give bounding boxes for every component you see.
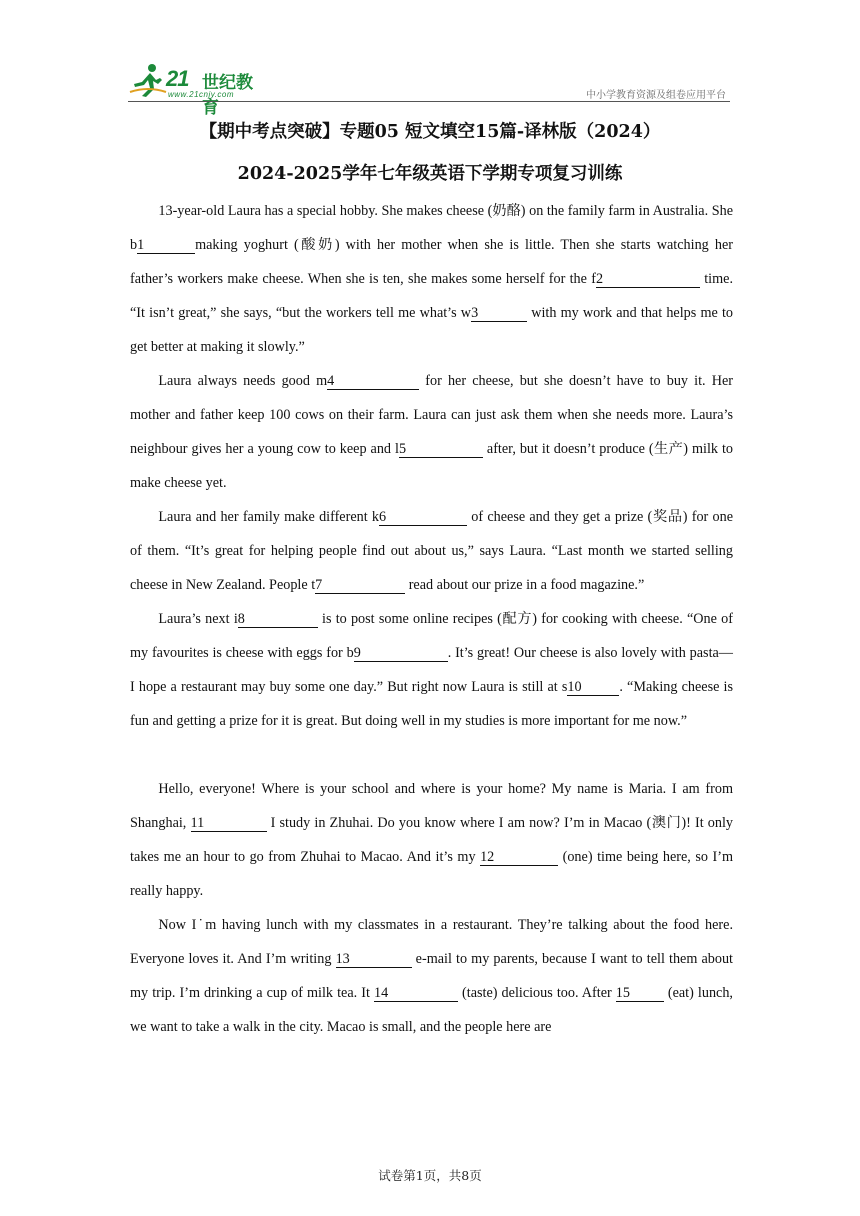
text-run: Laura and her family make different k xyxy=(158,509,380,525)
text-run: . It’s great! Our cheese is also lovely with pasta—I hope a restaurant may buy some one day.” But right now Laura is still at s xyxy=(130,645,733,695)
logo-number: 21 xyxy=(166,66,189,91)
text-run: 13-year-old Laura has a special hobby. She makes cheese (奶酪) on the family farm in Australia. She b xyxy=(130,203,733,253)
blank-2: 2 xyxy=(596,271,700,288)
text-run: (one) time being here, so I’m really happy. xyxy=(130,849,733,899)
blank-11: 11 xyxy=(191,815,267,832)
text-run: for her cheese, but she doesn’t have to buy it. Her mother and father keep 100 cows on their farm. Laura can just ask them when she needs more. Laura’s neighbour gives her a young cow to keep and l xyxy=(130,373,733,457)
text-run: Now I˙m having lunch with my classmates in a restaurant. They’re talking about the food here. Everyone loves it. And I’m writing xyxy=(130,917,733,967)
blank-15: 15 xyxy=(616,985,664,1002)
page-footer: 试卷第1页，共8页 xyxy=(378,1168,482,1183)
blank-9: 9 xyxy=(354,645,448,662)
text-run: (taste) delicious too. After xyxy=(457,985,616,1001)
blank-6: 6 xyxy=(379,509,467,526)
text-run: with my work and that helps me to get better at making it slowly.” xyxy=(130,305,733,355)
21cnjy-logo xyxy=(128,62,268,118)
blank-14: 14 xyxy=(374,985,458,1002)
blank-3: 3 xyxy=(471,305,527,322)
document-body xyxy=(130,194,733,1044)
text-run: read about our prize in a food magazine.” xyxy=(405,577,645,593)
title-line-2: 2024-2025学年七年级英语下学期专项复习训练 xyxy=(237,164,623,184)
text-run: . “Making cheese is fun and getting a prize for it is great. But doing well in my studies is more important for me now.” xyxy=(130,679,733,729)
passage1-paragraph-4 xyxy=(130,602,733,738)
title-line-1: 【期中考点突破】专题05 短文填空15篇-译林版（2024） xyxy=(199,122,661,142)
passage-separator xyxy=(130,738,733,772)
text-run: time. “It isn’t great,” she says, “but the workers tell me what’s w xyxy=(130,271,733,321)
text-run: of cheese and they get a prize (奖品) for one of them. “It’s great for helping people find out about us,” says Laura. “Last month we started selling cheese in New Zealand. People t xyxy=(130,509,733,593)
blank-7: 7 xyxy=(315,577,405,594)
blank-1: 1 xyxy=(137,237,195,254)
blank-4: 4 xyxy=(327,373,419,390)
text-run: (eat) lunch, we want to take a walk in the city. Macao is small, and the people here are xyxy=(130,985,733,1035)
header-platform-text: 中小学教育资源及组卷应用平台 xyxy=(586,90,726,101)
passage2-paragraph-2 xyxy=(130,908,733,1044)
passage1-paragraph-2 xyxy=(130,364,733,500)
header-divider xyxy=(128,101,730,102)
blank-5: 5 xyxy=(399,441,483,458)
text-run: is to post some online recipes (配方) for cooking with cheese. “One of my favourites is cheese with eggs for b xyxy=(130,611,733,661)
text-run: Laura’s next i xyxy=(158,611,238,627)
runner-icon xyxy=(128,62,168,98)
page-header xyxy=(128,62,730,118)
blank-12: 12 xyxy=(480,849,558,866)
logo-url: www.21cnjy.com xyxy=(168,90,234,99)
text-run: Hello, everyone! Where is your school and where is your home? My name is Maria. I am from Shanghai, xyxy=(130,781,733,831)
text-run: Laura always needs good m xyxy=(158,373,328,389)
blank-10: 10 xyxy=(567,679,619,696)
passage2-paragraph-1 xyxy=(130,772,733,908)
passage1-paragraph-1 xyxy=(130,194,733,364)
logo-chinese: 世纪教育 xyxy=(202,73,253,118)
text-run: e-mail to my parents, because I want to tell them about my trip. I’m drinking a cup of milk tea. It xyxy=(130,951,734,1001)
blank-13: 13 xyxy=(336,951,412,968)
text-run: making yoghurt (酸奶) with her mother when she is little. Then she starts watching her father’s workers make cheese. When she is ten, she makes some herself for the f xyxy=(130,237,733,287)
text-run: I study in Zhuhai. Do you know where I am now? I’m in Macao (澳门)! It only takes me an hour to go from Zhuhai to Macao. And it’s my xyxy=(130,815,734,865)
blank-8: 8 xyxy=(238,611,318,628)
text-run: after, but it doesn’t produce (生产) milk to make cheese yet. xyxy=(130,441,733,491)
passage1-paragraph-3 xyxy=(130,500,733,602)
